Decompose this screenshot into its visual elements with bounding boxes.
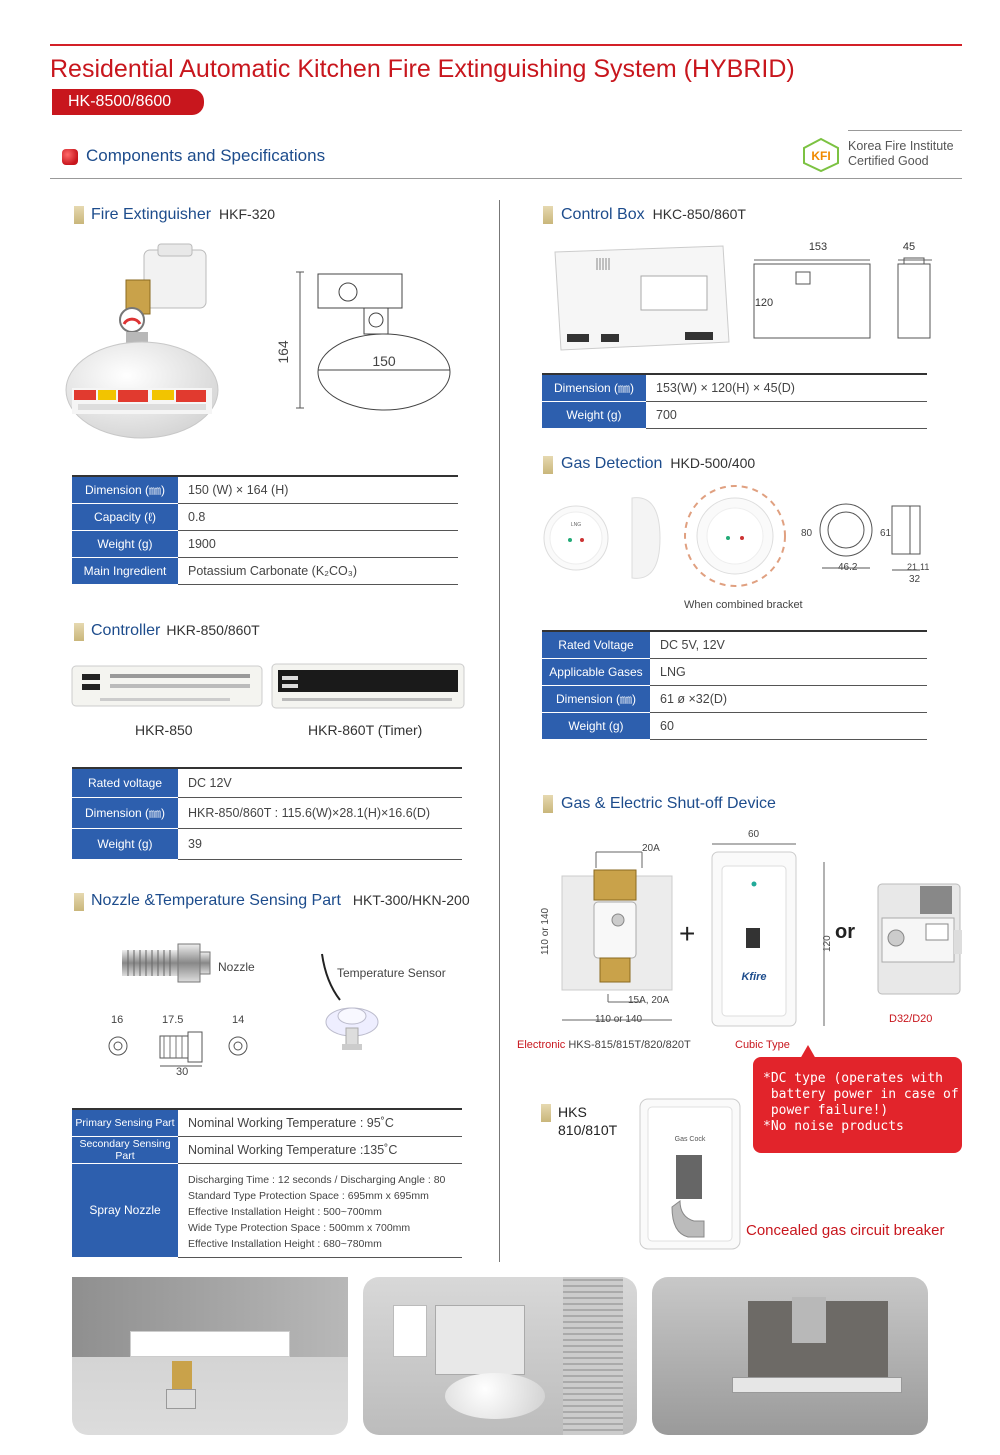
spec-value: DC 5V, 12V — [650, 631, 927, 658]
controller-spec-table — [72, 767, 462, 860]
table-row — [542, 374, 927, 401]
fire-extinguisher-spec-table — [72, 475, 458, 585]
spec-value: 700 — [646, 401, 927, 428]
spec-value: 0.8 — [178, 503, 458, 530]
gas-dim-11: 11 — [920, 562, 930, 572]
gas-dim-80: 80 — [801, 528, 813, 539]
fan-in-photo — [792, 1297, 826, 1343]
spec-value: 61 ø ×32(D) — [650, 685, 927, 712]
gas-detector-photos — [540, 484, 970, 594]
spec-value: 150 (W) × 164 (H) — [178, 476, 458, 503]
cubic-brand-label: Kfire — [741, 971, 767, 983]
heading-mark — [543, 206, 553, 224]
control-box-in-photo — [435, 1305, 525, 1375]
table-row — [72, 797, 462, 828]
note-line: battery power in case of — [763, 1087, 959, 1102]
heading-mark — [541, 1104, 551, 1122]
controller-in-photo — [130, 1331, 290, 1357]
control-box-heading — [561, 206, 746, 224]
control-box-diagram — [752, 238, 964, 342]
control-box-dim-h: 120 — [754, 297, 774, 309]
spray-line: Wide Type Protection Space : 500mm x 700mm — [188, 1221, 411, 1234]
section-rule — [50, 178, 962, 179]
spec-key: Primary Sensing Part — [72, 1109, 178, 1136]
spec-key: Weight (g) — [542, 401, 646, 428]
shutoff-in-photo — [393, 1305, 427, 1357]
gas-cock-label: Gas Cock — [674, 1136, 706, 1143]
spec-key: Dimension (㎜) — [542, 374, 646, 401]
extinguisher-in-photo — [445, 1373, 545, 1419]
detector-lng-label: LNG — [570, 522, 582, 528]
spec-value: 153(W) × 120(H) × 45(D) — [646, 374, 927, 401]
shutoff-dim-110-140-horizontal: 110 or 140 — [595, 1014, 643, 1025]
spec-value: LNG — [650, 658, 927, 685]
kfi-certification — [848, 139, 954, 169]
spray-line: Discharging Time : 12 seconds / Discharging Angle : 80 — [188, 1173, 446, 1186]
spec-key: Weight (g) — [72, 530, 178, 557]
gas-detection-model: HKD-500/400 — [670, 455, 756, 471]
note-line: *DC type (operates with — [763, 1071, 944, 1086]
extinguisher-width-label: 150 — [372, 353, 396, 369]
nozzle-label: Nozzle — [218, 960, 255, 974]
spec-value: Nominal Working Temperature : 95˚C — [178, 1109, 462, 1136]
controller-caption-850: HKR-850 — [135, 722, 193, 738]
controller-caption-860t: HKR-860T (Timer) — [308, 722, 423, 738]
nozzle-in-photo — [166, 1389, 196, 1409]
spec-value: 1900 — [178, 530, 458, 557]
control-box-title: Control Box — [561, 206, 645, 223]
kfi-logo-icon — [802, 138, 840, 172]
table-row — [72, 1163, 462, 1257]
controller-title: Controller — [91, 622, 161, 639]
table-row — [542, 401, 927, 428]
nozzle-dim-17-5: 17.5 — [162, 1014, 184, 1026]
spec-key: Rated voltage — [72, 768, 178, 797]
gas-detection-title: Gas Detection — [561, 455, 663, 472]
controller-heading — [91, 622, 260, 640]
spec-key: Dimension (㎜) — [72, 797, 178, 828]
electronic-caption-model: HKS-815/815T/820/820T — [568, 1039, 691, 1051]
shutoff-title: Gas & Electric Shut-off Device — [561, 795, 776, 812]
fire-extinguisher-model: HKF-320 — [219, 206, 276, 222]
spray-nozzle-details — [178, 1163, 462, 1257]
heading-mark — [74, 206, 84, 224]
control-box-photo — [545, 238, 735, 358]
gas-dim-46-2: 46.2 — [838, 562, 858, 573]
heading-mark — [543, 795, 553, 813]
gas-detection-heading — [561, 455, 755, 473]
kfi-logo-text: KFI — [811, 149, 831, 163]
spec-key: Weight (g) — [542, 712, 650, 739]
table-row — [72, 1136, 462, 1163]
installation-photo-3 — [652, 1277, 928, 1435]
installation-photo-2 — [363, 1277, 637, 1435]
nozzle-title: Nozzle &Temperature Sensing Part — [91, 892, 341, 909]
kfi-line1: Korea Fire Institute — [848, 139, 954, 153]
gas-dim-21: 21 — [907, 562, 918, 572]
heading-mark — [74, 893, 84, 911]
spray-line: Effective Installation Height : 680~780mm — [188, 1237, 382, 1250]
control-box-spec-table — [542, 373, 927, 429]
gas-dim-61: 61 — [880, 528, 892, 539]
spec-key: Weight (g) — [72, 828, 178, 859]
control-box-dim-w: 153 — [808, 241, 828, 253]
table-row — [542, 658, 927, 685]
spec-value: 60 — [650, 712, 927, 739]
spray-line: Effective Installation Height : 500~700mm — [188, 1205, 382, 1218]
nozzle-model: HKT-300/HKN-200 — [352, 892, 470, 908]
nozzle-spec-table — [72, 1108, 462, 1258]
table-row — [72, 530, 458, 557]
bullet-icon — [62, 149, 78, 165]
rail-in-photo — [732, 1377, 902, 1393]
electronic-caption-prefix: Electronic — [517, 1039, 566, 1051]
table-row — [72, 503, 458, 530]
kfi-line2: Certified Good — [848, 154, 929, 168]
spec-key: Applicable Gases — [542, 658, 650, 685]
concealed-breaker-photo — [638, 1097, 742, 1251]
table-row — [72, 476, 458, 503]
spec-key: Main Ingredient — [72, 557, 178, 584]
gas-dim-32: 32 — [909, 574, 921, 585]
hks-title-line1: HKS — [558, 1104, 587, 1120]
cubic-dim-60: 60 — [748, 829, 760, 840]
heading-mark — [543, 456, 553, 474]
spec-key: Capacity (ℓ) — [72, 503, 178, 530]
spec-value: HKR-850/860T : 115.6(W)×28.1(H)×16.6(D) — [178, 797, 462, 828]
spray-line: Standard Type Protection Space : 695mm x 695mm — [188, 1189, 429, 1202]
valve-in-photo — [172, 1361, 192, 1391]
extinguisher-height-label: 164 — [275, 340, 291, 364]
installation-photo-1 — [72, 1277, 348, 1435]
or-label: or — [835, 921, 855, 943]
hks-heading — [558, 1103, 617, 1139]
nozzle-dim-30: 30 — [176, 1066, 189, 1078]
spec-value: 39 — [178, 828, 462, 859]
note-line: power failure!) — [763, 1103, 889, 1118]
spec-key: Dimension (㎜) — [542, 685, 650, 712]
control-box-model: HKC-850/860T — [652, 206, 746, 222]
nozzle-photo — [118, 938, 218, 988]
d32-breaker-photo — [872, 880, 967, 998]
section-rule-top — [848, 130, 962, 131]
gas-detection-spec-table — [542, 630, 927, 740]
spec-key: Secondary Sensing Part — [72, 1136, 178, 1163]
duct-in-photo — [563, 1277, 623, 1435]
table-row — [72, 768, 462, 797]
column-divider — [499, 200, 500, 1262]
model-badge: HK-8500/8600 — [52, 89, 204, 115]
hks-title-line2: 810/810T — [558, 1122, 618, 1138]
temperature-sensor-label: Temperature Sensor — [337, 966, 446, 980]
table-row — [72, 557, 458, 584]
spec-value: Potassium Carbonate (K₂CO₃) — [178, 557, 458, 584]
table-row — [542, 631, 927, 658]
table-row — [542, 685, 927, 712]
nozzle-dim-14: 14 — [232, 1014, 245, 1026]
page-title: Residential Automatic Kitchen Fire Extinguishing System (HYBRID) — [50, 55, 795, 83]
nozzle-dimension-diagram — [104, 1026, 254, 1070]
spec-value: Nominal Working Temperature :135˚C — [178, 1136, 462, 1163]
fire-extinguisher-heading — [91, 206, 275, 224]
table-row — [542, 712, 927, 739]
heading-mark — [74, 623, 84, 641]
dc-type-note — [753, 1057, 962, 1153]
spec-key: Dimension (㎜) — [72, 476, 178, 503]
nozzle-heading — [91, 892, 470, 910]
spec-key-spray: Spray Nozzle — [72, 1163, 178, 1257]
shutoff-dim-20a: 20A — [642, 843, 660, 854]
table-row — [72, 828, 462, 859]
shutoff-dim-110-140-vertical: 110 or 140 — [540, 907, 551, 955]
cubic-caption: Cubic Type — [735, 1039, 790, 1051]
section-title: Components and Specifications — [86, 146, 326, 165]
bracket-caption: When combined bracket — [684, 599, 803, 611]
shutoff-dim-15a-20a: 15A, 20A — [628, 995, 670, 1006]
shutoff-heading — [561, 795, 776, 813]
fire-extinguisher-photo — [62, 240, 232, 450]
spec-key: Rated Voltage — [542, 631, 650, 658]
d32-caption: D32/D20 — [889, 1013, 933, 1025]
cubic-shutoff-photo — [706, 838, 836, 1030]
nozzle-dim-16: 16 — [111, 1014, 124, 1026]
controller-model: HKR-850/860T — [166, 622, 260, 638]
note-line: *No noise products — [763, 1119, 904, 1134]
table-row — [72, 1109, 462, 1136]
fire-extinguisher-diagram — [275, 262, 468, 422]
spec-value: DC 12V — [178, 768, 462, 797]
concealed-caption: Concealed gas circuit breaker — [746, 1222, 945, 1239]
top-rule — [50, 44, 962, 46]
plus-sign: + — [679, 918, 696, 949]
electronic-caption — [517, 1039, 691, 1051]
cubic-dim-120: 120 — [822, 935, 833, 952]
fire-extinguisher-title: Fire Extinguisher — [91, 206, 212, 223]
controller-photo — [70, 660, 465, 716]
control-box-dim-d: 45 — [902, 241, 916, 253]
